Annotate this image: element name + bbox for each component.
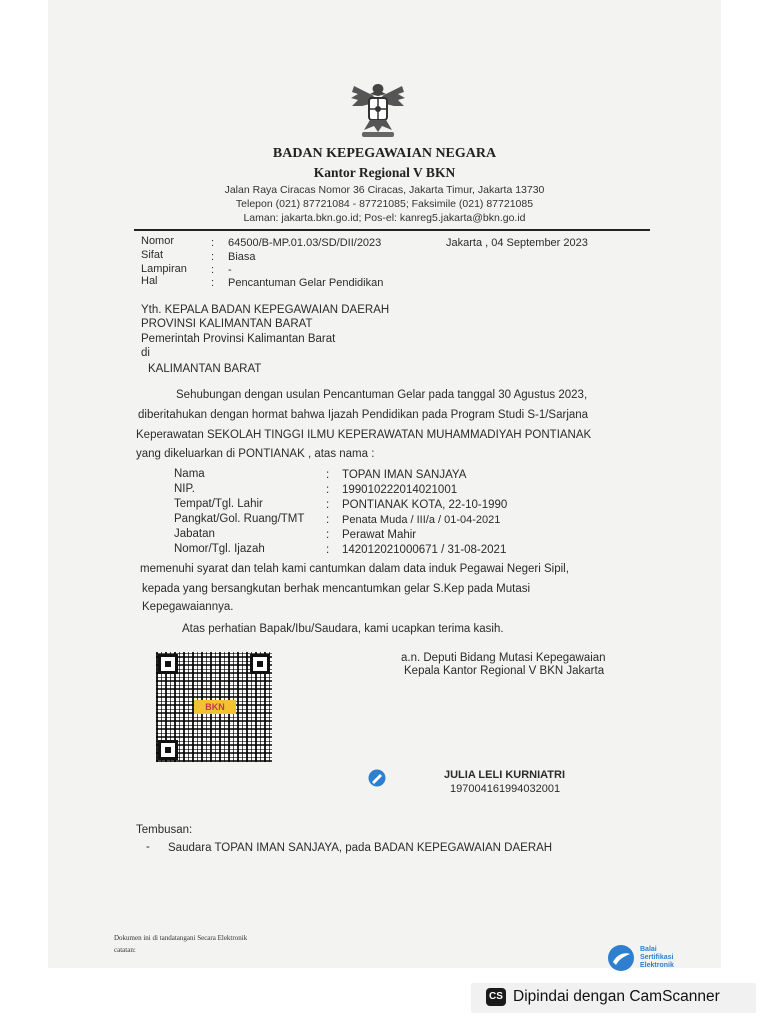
meta-label-lampiran: Lampiran	[141, 263, 187, 275]
office-address: Jalan Raya Ciracas Nomor 36 Ciracas, Jakarta Timur, Jakarta 13730	[224, 184, 545, 196]
recipient-line: PROVINSI KALIMANTAN BARAT	[141, 318, 313, 330]
person-colon: :	[326, 544, 330, 556]
recipient-line: KALIMANTAN BARAT	[148, 363, 262, 375]
qr-finder	[158, 654, 178, 674]
qr-code	[156, 652, 272, 762]
cc-bullet: -	[146, 841, 150, 853]
person-colon: :	[326, 514, 330, 526]
signature-position: Kepala Kantor Regional V BKN Jakarta	[404, 665, 605, 677]
person-label-birth: Tempat/Tgl. Lahir	[174, 498, 263, 510]
recipient-line: di	[141, 347, 150, 359]
signature-on-behalf: a.n. Deputi Bidang Mutasi Kepegawaian	[401, 652, 606, 664]
meta-colon: :	[211, 237, 215, 249]
org-name: BADAN KEPEGAWAIAN NEGARA	[272, 146, 497, 161]
signer-name: JULIA LELI KURNIATRI	[444, 769, 565, 781]
office-phone: Telepon (021) 87721084 - 87721085; Faksimile (021) 87721085	[235, 198, 534, 210]
notes-label: catatan:	[114, 946, 136, 954]
qr-finder	[250, 654, 270, 674]
person-value-rank: Penata Muda / III/a / 01-04-2021	[342, 514, 501, 526]
bsre-text-1: Balai	[640, 946, 657, 953]
person-value-position: Perawat Mahir	[342, 529, 417, 541]
meta-colon: :	[211, 251, 215, 263]
body-text: kepada yang bersangkutan berhak mencantumkan gelar S.Kep pada Mutasi	[142, 583, 531, 595]
office-name: Kantor Regional V BKN	[313, 165, 456, 180]
camscanner-label: Dipindai dengan CamScanner	[513, 988, 720, 1005]
signer-nip: 197004161994032001	[450, 783, 561, 795]
recipient-line: Pemerintah Provinsi Kalimantan Barat	[141, 333, 336, 345]
person-colon: :	[326, 484, 330, 496]
recipient-line: Yth. KEPALA BADAN KEPEGAWAIAN DAERAH	[141, 304, 390, 316]
bsre-logo-icon	[607, 944, 635, 972]
letter-page	[48, 0, 721, 968]
meta-colon: :	[211, 277, 215, 289]
person-label-rank: Pangkat/Gol. Ruang/TMT	[174, 513, 305, 525]
body-text: Kepegawaiannya.	[142, 601, 234, 613]
body-text: Sehubungan dengan usulan Pencantuman Gelar pada tanggal 30 Agustus 2023,	[176, 389, 588, 401]
person-label-position: Jabatan	[174, 528, 215, 540]
bkn-logo: BKN	[194, 700, 236, 714]
body-text: diberitahukan dengan hormat bahwa Ijazah Pendidikan pada Program Studi S-1/Sarjana	[138, 409, 589, 421]
body-text: memenuhi syarat dan telah kami cantumkan dalam data induk Pegawai Negeri Sipil,	[140, 563, 569, 575]
meta-label-sifat: Sifat	[141, 249, 164, 261]
person-value-nip: 199010222014021001	[342, 484, 458, 496]
header-divider	[134, 229, 650, 231]
meta-label-hal: Hal	[141, 275, 158, 287]
cc-label: Tembusan:	[136, 824, 193, 836]
letter-date: Jakarta , 04 September 2023	[446, 237, 588, 249]
bsre-text-2: Sertifikasi	[640, 954, 674, 961]
meta-value-nomor: 64500/B-MP.01.03/SD/DII/2023	[228, 237, 382, 249]
garuda-emblem-icon	[348, 80, 408, 142]
meta-colon: :	[211, 264, 215, 276]
person-colon: :	[326, 529, 330, 541]
person-value-birth: PONTIANAK KOTA, 22-10-1990	[342, 499, 508, 511]
body-text: Keperawatan SEKOLAH TINGGI ILMU KEPERAWATAN MUHAMMADIYAH PONTIANAK	[136, 429, 592, 441]
office-web: Laman: jakarta.bkn.go.id; Pos-el: kanreg5.jakarta@bkn.go.id	[243, 212, 526, 224]
person-colon: :	[326, 499, 330, 511]
person-label-nama: Nama	[174, 468, 205, 480]
camscanner-watermark	[471, 983, 756, 1013]
cc-item: Saudara TOPAN IMAN SANJAYA, pada BADAN KEPEGAWAIAN DAERAH	[168, 842, 553, 854]
person-value-nama: TOPAN IMAN SANJAYA	[342, 469, 467, 481]
bsre-signature-icon	[368, 769, 386, 787]
meta-value-lampiran: -	[228, 264, 232, 276]
camscanner-icon: CS	[486, 988, 506, 1006]
person-label-nip: NIP.	[174, 483, 195, 495]
meta-label-nomor: Nomor	[141, 235, 175, 247]
person-label-diploma: Nomor/Tgl. Ijazah	[174, 543, 265, 555]
meta-value-hal: Pencantuman Gelar Pendidikan	[228, 277, 384, 289]
closing-text: Atas perhatian Bapak/Ibu/Saudara, kami ucapkan terima kasih.	[182, 623, 504, 635]
meta-value-sifat: Biasa	[228, 251, 256, 263]
bsre-text-3: Elektronik	[640, 962, 674, 969]
electronic-sign-note: Dokumen ini di tandatangani Secara Elektronik	[114, 934, 248, 942]
qr-finder	[158, 740, 178, 760]
person-value-diploma: 142012021000671 / 31-08-2021	[342, 544, 507, 556]
person-colon: :	[326, 469, 330, 481]
body-text: yang dikeluarkan di PONTIANAK , atas nama :	[136, 448, 375, 460]
